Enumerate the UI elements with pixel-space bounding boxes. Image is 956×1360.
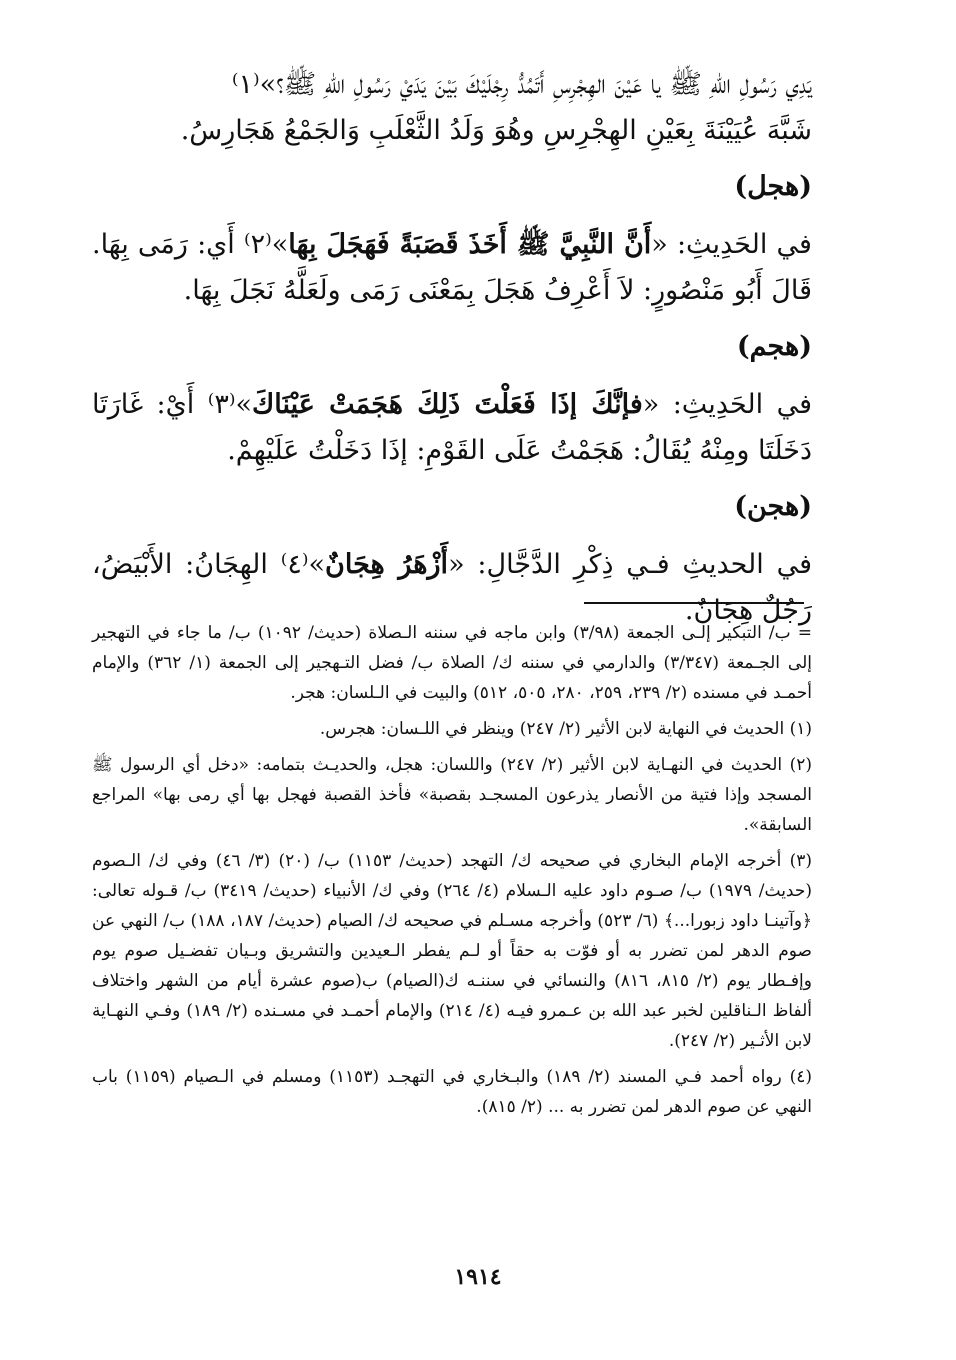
intro-line-1: يَدِي رَسُولِ اللهِ ﷺ يا عَيْنَ الهِجْرِسِ أَتَمُدُّ رِجْلَيْكَ بَيْنَ يَدَيْ رَسُولِ اللهِ ﷺ؟»⁽١⁾	[231, 69, 812, 100]
page-number: ١٩١٤	[454, 1264, 502, 1290]
footnote-continuation: = ب/ التبكير إلـى الجمعة (٣/٩٨) وابن ماجه في سننه الـصلاة (حديث/ ١٠٩٢) ب/ ما جاء في التهجير إلى الجـمعة (٣/٣٤٧) والدارمي في سننه ك/ الصلاة ب/ فضل التـهجير إلى الجمعة (١/ ٣٦٢) والإمام أحمـد في مسنده (٢/ ٢٣٩، ٢٥٩، ٢٨٠، ٥٠٥، ٥١٢) والبيت في الـلسان: هجر.	[92, 623, 812, 703]
footnote-3: (٣) أخرجه الإمام البخاري في صحيحه ك/ التهجد (حديث/ ١١٥٣) ب/ (٢٠) (٣/ ٤٦) وفي ك/ الـصوم (حديث/ ١٩٧٩) ب/ صـوم داود عليه الـسلام (٤/ ٢٦٤) وفي ك/ الأنبياء (حديث/ ٣٤١٩) ب/ قـوله تعالى: ﴿وآتينـا داود زبورا...﴾ (٦/ ٥٢٣) وأخرجه مسـلم في صحيحه ك/ الصيام (حديث/ ١٨٧، ١٨٨) ب/ النهي عن صوم الدهر لمن تضرر به أو فوّت به حقاً أو لـم يفطر الـعيدين والتشريق وبـيان تفضـيل صوم يوم وإفـطار يوم (٢/ ٨١٥، ٨١٦) والنسائي في سننـه ك(الصيام) ب(صوم عشرة أيام من الشهر واختلاف ألفاظ الـناقلين لخبر عبد الله بن عـمرو فيـه (٤/ ٢١٤) والإمام أحمـد في مسـنده (٢/ ١٨٩) وفـي النهـاية لابن الأثـير (٢/ ٢٤٧).	[92, 851, 812, 1051]
entry-tail: »⁽٤⁾ الهِجَانُ: الأَبْيَضُ، رَجُلٌ هِجَانٌ.	[92, 549, 812, 626]
entry-lead: في الحَدِيثِ: «	[651, 229, 812, 260]
intro-line-2: شَبَّهَ عُيَيْنَةَ بِعَيْنِ الهِجْرِسِ وهُوَ وَلَدُ الثَّعْلَبِ وَالجَمْعُ هَجَارِسُ.	[180, 115, 812, 146]
footnote-2: (٢) الحديث في النهـاية لابن الأثير (٢/ ٢٤٧) واللسان: هجل، والحديـث بتمامه: «دخل أي الرسول ﷺ المسجد وإذا فتية من الأنصار يذرعون المسجـد بقصبة» فأخذ القصبة فهجل بها أي رمى بها» المراجع السابقة».	[92, 755, 813, 835]
entry-body-hajam	[92, 382, 812, 474]
entry-tail: »⁽٣⁾ أَيْ: غَارَتَا دَخَلَتَا ومِنْهُ يُقَالُ: هَجَمْتُ عَلَى القَوْمِ: إذَا دَخَلْتُ عَلَيْهِمْ.	[92, 389, 812, 466]
footnote-1: (١) الحديث في النهاية لابن الأثير (٢/ ٢٤٧) وينظر في اللـسان: هجرس.	[319, 719, 812, 739]
hadith-quote: أَزْهَرُ هِجَانٌ	[325, 549, 449, 580]
entry-heading-hajam: (هجم)	[736, 331, 812, 362]
footnotes	[92, 618, 812, 1128]
entry-heading-hajan: (هجن)	[734, 491, 812, 522]
main-text	[92, 62, 812, 644]
entry-lead: في الحَدِيثِ: «	[642, 389, 812, 420]
hadith-quote: فإنَّكَ إذَا فَعَلْتَ ذَلِكَ هَجَمَتْ عَيْنَاكَ	[252, 389, 643, 420]
entry-tail: »⁽٢⁾ أَي: رَمَى بِهَا. قَالَ أَبُو مَنْصُورٍ: لاَ أَعْرِفُ هَجَلَ بِمَعْنَى رَمَى ولَعَلَّهُ نَجَلَ بِهَا.	[92, 229, 812, 306]
footnote-divider	[584, 602, 804, 604]
footnote-4: (٤) رواه أحمد فـي المسند (٢/ ١٨٩) والبـخاري في التهجـد (١١٥٣) ومسلم في الـصيام (١١٥٩) باب النهي عن صوم الدهر لمن تضرر به ... (٢/ ٨١٥).	[92, 1067, 812, 1117]
entry-body-hajal	[92, 222, 812, 314]
entry-lead: في الحديثِ فـي ذِكْرِ الدَّجَّالِ: «	[448, 549, 813, 580]
entry-heading-hajal: (هجل)	[734, 171, 812, 202]
hadith-quote: أَنَّ النَّبِيَّ ﷺ أَخَذَ قَصَبَةً فَهَجَلَ بِهَا	[288, 229, 652, 260]
